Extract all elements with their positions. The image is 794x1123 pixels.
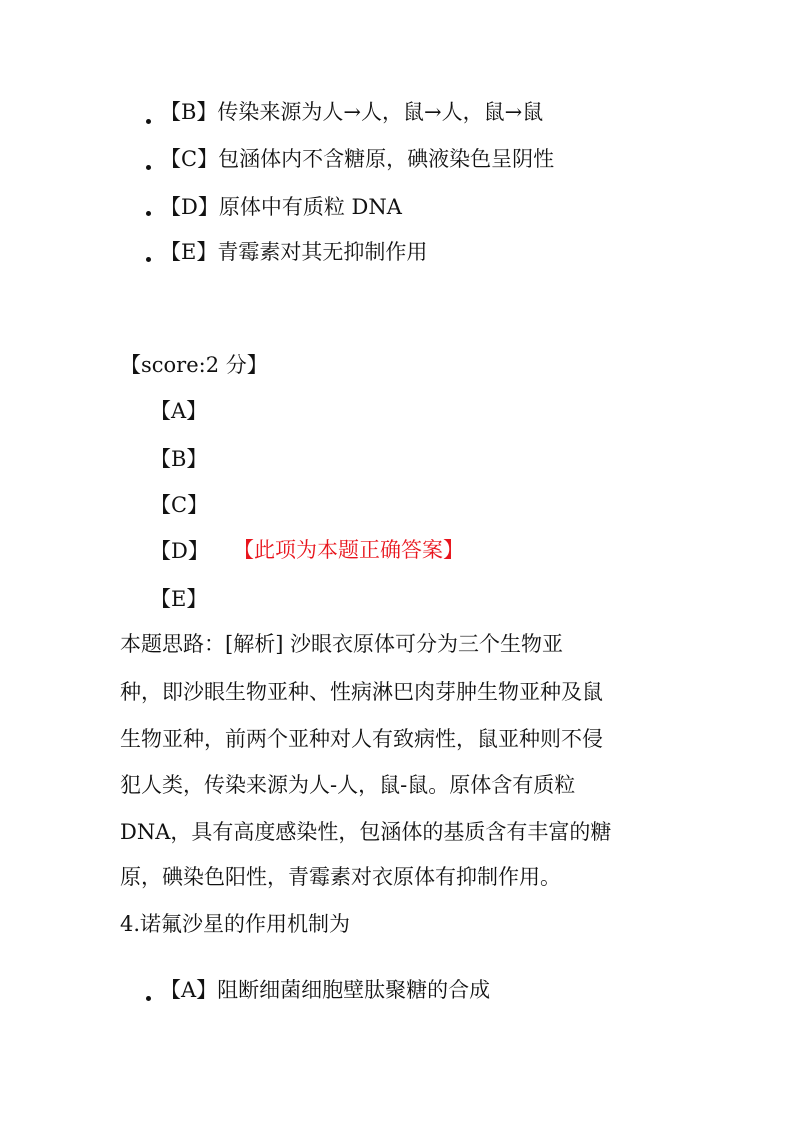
bullet-icon — [146, 165, 151, 170]
explanation-line: DNA，具有高度感染性，包涵体的基质含有丰富的糖 — [120, 820, 612, 844]
bullet-icon — [146, 257, 151, 262]
bullet-icon — [146, 211, 151, 216]
answer-c: 【C】 — [150, 493, 209, 517]
explanation-line: 原，碘染色阳性，青霉素对衣原体有抑制作用。 — [120, 865, 561, 889]
option-b: 【B】传染来源为人→人，鼠→人，鼠→鼠 — [160, 100, 544, 124]
option-d: 【D】原体中有质粒 DNA — [160, 195, 402, 219]
option-a: 【A】阻断细菌细胞壁肽聚糖的合成 — [160, 978, 491, 1002]
bullet-icon — [146, 996, 151, 1001]
explanation-line: 本题思路：[解析] 沙眼衣原体可分为三个生物亚 — [120, 632, 564, 656]
score-label: 【score:2 分】 — [120, 353, 268, 377]
explanation-line: 种，即沙眼生物亚种、性病淋巴肉芽肿生物亚种及鼠 — [120, 680, 603, 704]
answer-d: 【D】 — [150, 539, 209, 563]
correct-answer-mark: 【此项为本题正确答案】 — [233, 538, 464, 562]
explanation-line: 生物亚种，前两个亚种对人有致病性，鼠亚种则不侵 — [120, 727, 603, 751]
question-title: 4.诺氟沙星的作用机制为 — [120, 912, 351, 936]
answer-b: 【B】 — [150, 447, 208, 471]
answer-a: 【A】 — [150, 399, 208, 423]
option-c: 【C】包涵体内不含糖原，碘液染色呈阴性 — [160, 147, 555, 171]
explanation-line: 犯人类，传染来源为人-人，鼠-鼠。原体含有质粒 — [120, 773, 576, 797]
bullet-icon — [146, 119, 151, 124]
answer-e: 【E】 — [150, 587, 208, 611]
option-e: 【E】青霉素对其无抑制作用 — [160, 240, 428, 264]
